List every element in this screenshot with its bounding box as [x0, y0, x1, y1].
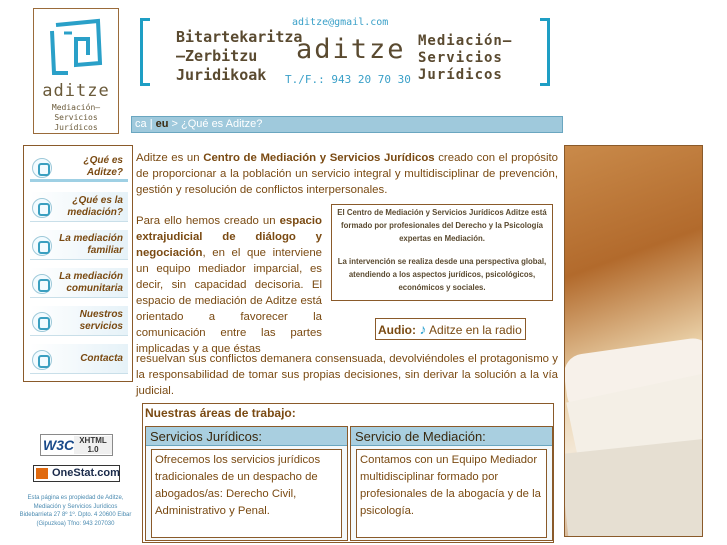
logo-name: aditze — [42, 81, 110, 101]
intro-paragraph — [136, 150, 558, 198]
nav-item-label: La mediación familiar — [59, 233, 123, 256]
footer-address: Esta página es propiedad de Aditze, Mediación y Servicios Jurídicos Bidebarrieta 27 8º 1º. Dpto. 4 20600 Eibar (Gipuzkoa) Tfno: 943 207030 — [19, 495, 132, 527]
nav-bullet-icon — [32, 236, 52, 256]
header-email[interactable]: aditze@gmail.com — [292, 17, 389, 28]
breadcrumb-trail: > ¿Qué es Aditze? — [171, 118, 263, 130]
info-box-text: El Centro de Mediación y Servicios Jurídicos Aditze está formado por profesionales del Derecho y la Psicología expertas en Mediación. — [337, 208, 547, 243]
info-box-text: La intervención se realiza desde una perspectiva global, atendiendo a los aspectos jurídicos, psicológicos, económicos y sociales. — [337, 257, 547, 292]
header-bracket-left — [140, 18, 150, 86]
legal-services-heading: Servicios Jurídicos: — [146, 427, 347, 446]
nav-item-label: Contacta — [80, 353, 123, 364]
lang-eu-link[interactable]: eu — [155, 118, 169, 130]
text-bold: Centro de Mediación y Servicios Jurídicos — [203, 152, 435, 164]
header-basque-title — [176, 28, 302, 85]
decorative-photo — [564, 145, 703, 537]
header-line: —Zerbitzu — [176, 47, 258, 65]
text-run: Aditze es un — [136, 152, 204, 164]
nav-item-label: ¿Qué es la mediación? — [67, 195, 123, 218]
nav-bullet-icon — [32, 350, 52, 370]
header-spanish-title — [418, 33, 512, 84]
nav-item-contacta[interactable] — [30, 344, 128, 374]
logo-sub-line: Mediación— — [51, 103, 101, 112]
header-line: Bitartekaritza — [176, 28, 303, 46]
work-areas-panel — [142, 403, 554, 543]
text-run: Para ello hemos creado un — [136, 215, 280, 227]
header-line: Juridikoak — [176, 66, 267, 84]
audio-label: Audio: — [378, 323, 416, 337]
music-note-icon: ♪ — [419, 321, 427, 337]
breadcrumb — [131, 116, 563, 133]
radio-link[interactable]: Aditze en la radio — [429, 323, 522, 337]
onestat-badge[interactable]: OneStat.com — [33, 465, 120, 482]
info-box — [331, 204, 553, 301]
header-line: Mediación— — [418, 33, 513, 49]
nav-item-label: La mediación comunitaria — [59, 271, 123, 294]
nav-item-nuestros-servicios[interactable] — [30, 306, 128, 336]
header-line: Jurídicos — [418, 67, 503, 83]
nav-bullet-icon — [32, 274, 52, 294]
lang-ca-link[interactable]: ca — [135, 118, 147, 130]
sidebar-nav — [23, 145, 133, 382]
nav-item-que-es-aditze[interactable] — [30, 152, 128, 182]
radio-audio-box — [375, 318, 526, 340]
xhtml-label: XHTML 1.0 — [74, 436, 112, 454]
nav-item-label: ¿Qué es Aditze? — [83, 155, 123, 178]
space-paragraph — [136, 213, 322, 357]
logo[interactable] — [33, 8, 119, 134]
text-run: , en el que interviene un equipo mediador imparcial, es decir, sin capacidad decisoria. El espacio de mediación de Aditze está orientado a favorecer la comunicación entre las partes implicadas y a que éstas — [136, 247, 322, 355]
legal-services-text: Ofrecemos los servicios jurídicos tradicionales de un despacho de abogados/as: Derecho Civil, Administrativo y Penal. — [151, 449, 342, 538]
mediation-service-column — [350, 426, 553, 541]
nav-item-label: Nuestros servicios — [79, 309, 123, 332]
logo-sub-line: Jurídicos — [54, 123, 98, 132]
nav-bullet-icon — [32, 158, 52, 178]
lang-separator: | — [149, 118, 153, 130]
nav-item-que-es-la-mediacion[interactable] — [30, 192, 128, 222]
mediation-service-heading: Servicio de Mediación: — [351, 427, 552, 446]
text-run: creado con el propósito de proporcionar a la población un servicio integral y multidisciplinar de prevención, gestión y resolución de conflictos interpersonales. — [136, 152, 559, 196]
text-bold: espacio extrajudicial de diálogo y negociación — [136, 215, 322, 259]
work-areas-title: Nuestras áreas de trabajo: — [145, 406, 296, 420]
space-paragraph-continued: resuelvan sus conflictos demanera consensuada, devolviéndoles el protagonismo y la responsabilidad de tomar sus propias decisiones, sin derivar la solución a la vía judicial. — [136, 353, 558, 397]
header-bracket-right — [540, 18, 550, 86]
nav-bullet-icon — [32, 198, 52, 218]
w3c-xhtml-badge[interactable] — [40, 434, 113, 456]
mediation-service-text: Contamos con un Equipo Mediador multidisciplinar formado por profesionales de la abogacía y de la psicología. — [356, 449, 547, 538]
logo-sub-line: Servicios — [54, 113, 98, 122]
header-phone: T./F.: 943 20 70 30 — [285, 73, 411, 86]
header-line: Servicios — [418, 50, 503, 66]
nav-item-mediacion-familiar[interactable] — [30, 230, 128, 260]
nav-item-mediacion-comunitaria[interactable] — [30, 268, 128, 298]
legal-services-column — [145, 426, 348, 541]
w3c-logo: W3C — [43, 437, 75, 453]
header-brand: aditze — [296, 34, 406, 65]
nav-bullet-icon — [32, 312, 52, 332]
logo-spiral-icon — [42, 15, 112, 79]
photo-shape — [564, 438, 703, 537]
